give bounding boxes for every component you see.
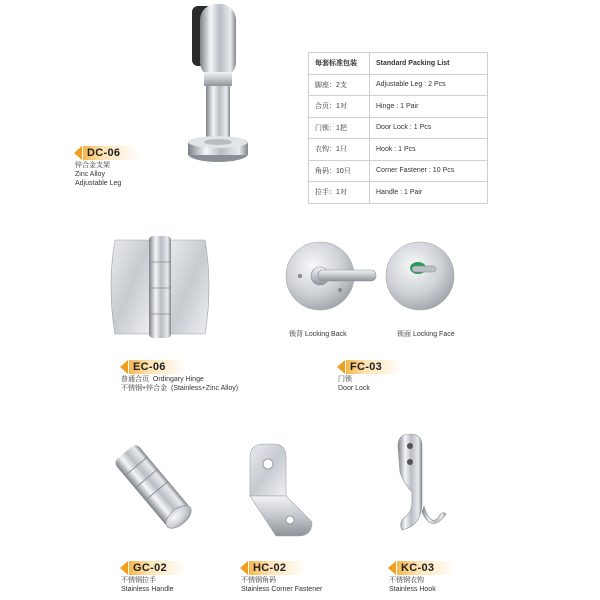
hinge-image	[105, 232, 215, 342]
ec06-en: Ordingary Hinge	[152, 376, 204, 383]
hook-image	[384, 432, 464, 542]
chevron-left-icon	[120, 360, 128, 374]
table-row	[309, 74, 488, 96]
hc02-description	[241, 576, 322, 594]
packing-cell-en: Hook : 1 Pcs	[370, 139, 488, 161]
gc02-code: GC-02	[129, 561, 187, 575]
table-row	[309, 160, 488, 182]
packing-cell-cn: 门锁：1把	[309, 117, 370, 139]
packing-cell-cn: 拉手：1对	[309, 182, 370, 204]
table-row	[309, 96, 488, 118]
dc06-cn: 锌合金支架	[75, 162, 110, 169]
packing-header-cn: 每套标准包装	[309, 53, 370, 75]
corner-fastener-image	[240, 440, 320, 540]
locking-back-cn: 锁背	[289, 331, 303, 338]
chevron-left-icon	[388, 561, 396, 575]
dc06-code: DC-06	[83, 146, 140, 160]
hc02-code: HC-02	[249, 561, 306, 575]
ec06-cn2: 不锈钢+锌合金	[121, 385, 168, 392]
locking-face-label	[397, 330, 455, 339]
fc03-code: FC-03	[346, 360, 402, 374]
ec06-en2: (Stainless+Zinc Alloy)	[170, 385, 239, 392]
ec06-code: EC-06	[129, 360, 186, 374]
packing-cell-cn: 角码：10只	[309, 160, 370, 182]
chevron-left-icon	[120, 561, 128, 575]
locking-face-image	[384, 240, 464, 320]
hc02-tag	[240, 560, 306, 575]
packing-cell-en: Adjustable Leg : 2 Pcs	[370, 74, 488, 96]
table-row	[309, 139, 488, 161]
dc06-line2: Adjustable Leg	[75, 180, 122, 187]
hc02-cn: 不锈钢角码	[241, 577, 276, 584]
packing-cell-en: Corner Fastener : 10 Pcs	[370, 160, 488, 182]
packing-cell-en: Door Lock : 1 Pcs	[370, 117, 488, 139]
packing-cell-cn: 脚座：2支	[309, 74, 370, 96]
packing-cell-en: Hinge : 1 Pair	[370, 96, 488, 118]
chevron-left-icon	[337, 360, 345, 374]
dc06-tag	[74, 145, 140, 160]
kc03-en: Stainless Hook	[389, 586, 436, 593]
fc03-description	[338, 375, 370, 393]
handle-image	[112, 438, 202, 538]
chevron-left-icon	[74, 146, 82, 160]
kc03-description	[389, 576, 436, 594]
locking-back-en: Locking Back	[304, 331, 347, 338]
locking-back-image	[282, 240, 382, 320]
ec06-cn: 普通合页	[121, 376, 149, 383]
chevron-left-icon	[240, 561, 248, 575]
hc02-en: Stainless Corner Fastener	[241, 586, 323, 593]
packing-header-en: Standard Packing List	[370, 53, 488, 75]
gc02-description	[121, 576, 174, 594]
packing-cell-en: Handle : 1 Pair	[370, 182, 488, 204]
fc03-en: Door Lock	[338, 385, 370, 392]
gc02-cn: 不锈钢拉手	[121, 577, 156, 584]
packing-cell-cn: 合页：1对	[309, 96, 370, 118]
fc03-cn: 门锁	[338, 376, 352, 383]
locking-back-label	[289, 330, 347, 339]
locking-face-cn: 锁面	[397, 331, 411, 338]
kc03-code: KC-03	[397, 561, 454, 575]
kc03-tag	[388, 560, 454, 575]
table-row	[309, 182, 488, 204]
packing-list-table	[308, 52, 488, 204]
dc06-description	[75, 161, 121, 188]
ec06-description	[121, 375, 238, 393]
locking-face-en: Locking Face	[412, 331, 455, 338]
gc02-tag	[120, 560, 187, 575]
table-row	[309, 117, 488, 139]
dc06-line1: Zinc Alloy	[75, 171, 105, 178]
ec06-tag	[120, 359, 186, 374]
adjustable-leg-image	[180, 2, 260, 182]
kc03-cn: 不锈钢衣钩	[389, 577, 424, 584]
fc03-tag	[337, 359, 402, 374]
packing-cell-cn: 衣钩：1只	[309, 139, 370, 161]
gc02-en: Stainless Handle	[121, 586, 174, 593]
